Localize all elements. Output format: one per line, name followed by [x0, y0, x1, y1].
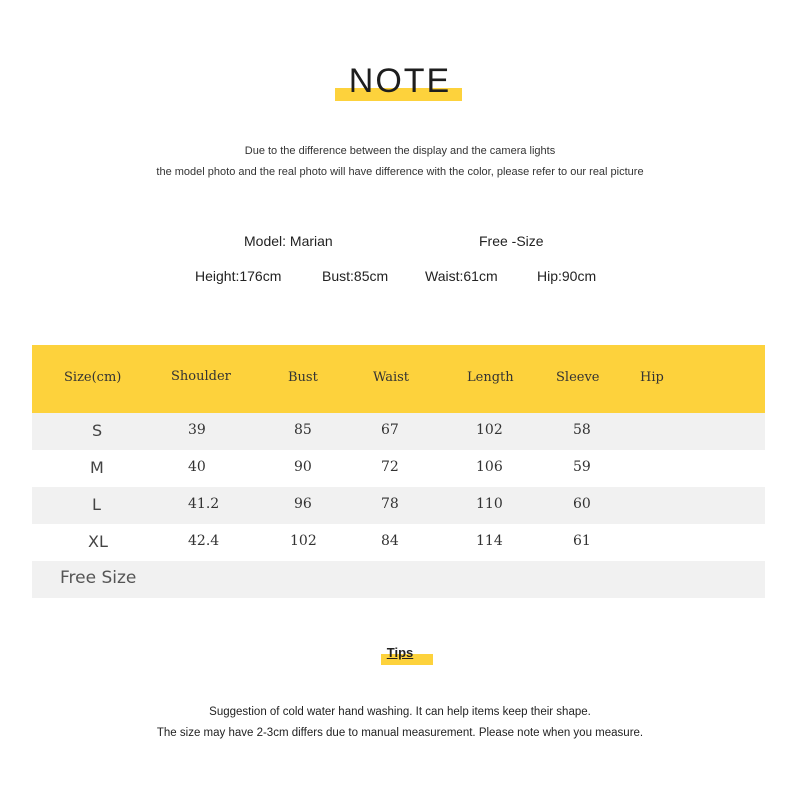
model-bust: Bust:85cm	[322, 268, 389, 284]
cell-shoulder: 41.2	[188, 496, 220, 512]
cell-sleeve: 61	[573, 533, 591, 549]
table-row	[32, 450, 765, 487]
cell-waist: 84	[381, 533, 399, 549]
tip-line-1: Suggestion of cold water hand washing. It can help items keep their shape.	[209, 706, 591, 718]
cell-waist: 72	[381, 459, 399, 475]
cell-shoulder: 40	[188, 459, 206, 475]
cell-size: XL	[88, 532, 108, 551]
header-shoulder: Shoulder	[171, 369, 231, 384]
header-bust: Bust	[288, 370, 318, 385]
table-row	[32, 487, 765, 524]
table-row	[32, 413, 765, 450]
model-size: Free -Size	[479, 233, 544, 249]
table-header	[32, 345, 765, 413]
cell-sleeve: 60	[573, 496, 591, 512]
cell-length: 114	[476, 533, 503, 549]
cell-length: 106	[476, 459, 503, 475]
cell-waist: 67	[381, 422, 399, 438]
table-row	[32, 524, 765, 561]
cell-length: 110	[476, 496, 503, 512]
cell-size: S	[92, 421, 103, 440]
header-sleeve: Sleeve	[556, 370, 600, 385]
disclaimer-line-1: Due to the difference between the display and the camera lights	[244, 145, 556, 157]
cell-size: M	[90, 458, 104, 477]
free-size-label: Free Size	[60, 568, 137, 588]
cell-sleeve: 58	[573, 422, 591, 438]
cell-bust: 102	[290, 533, 317, 549]
cell-bust: 90	[294, 459, 312, 475]
cell-shoulder: 42.4	[188, 533, 220, 549]
header-size: Size(cm)	[64, 370, 122, 385]
model-waist: Waist:61cm	[425, 268, 498, 284]
cell-sleeve: 59	[573, 459, 591, 475]
model-height: Height:176cm	[195, 268, 282, 284]
tips-title: Tips	[386, 645, 414, 660]
disclaimer-line-2: the model photo and the real photo will have difference with the color, please refer to our real picture	[156, 166, 644, 178]
cell-bust: 96	[294, 496, 312, 512]
model-hip: Hip:90cm	[537, 268, 597, 284]
header-waist: Waist	[373, 370, 410, 385]
header-hip: Hip	[640, 370, 664, 385]
cell-waist: 78	[381, 496, 399, 512]
tip-line-2: The size may have 2-3cm differs due to manual measurement. Please note when you measure.	[156, 727, 644, 739]
note-title: NOTE	[348, 62, 452, 100]
cell-length: 102	[476, 422, 503, 438]
note-heading	[0, 60, 800, 110]
model-name: Model: Marian	[244, 233, 333, 249]
cell-shoulder: 39	[188, 422, 206, 438]
cell-size: L	[92, 495, 101, 514]
header-length: Length	[467, 370, 514, 385]
free-size-row	[32, 561, 765, 598]
cell-bust: 85	[294, 422, 312, 438]
